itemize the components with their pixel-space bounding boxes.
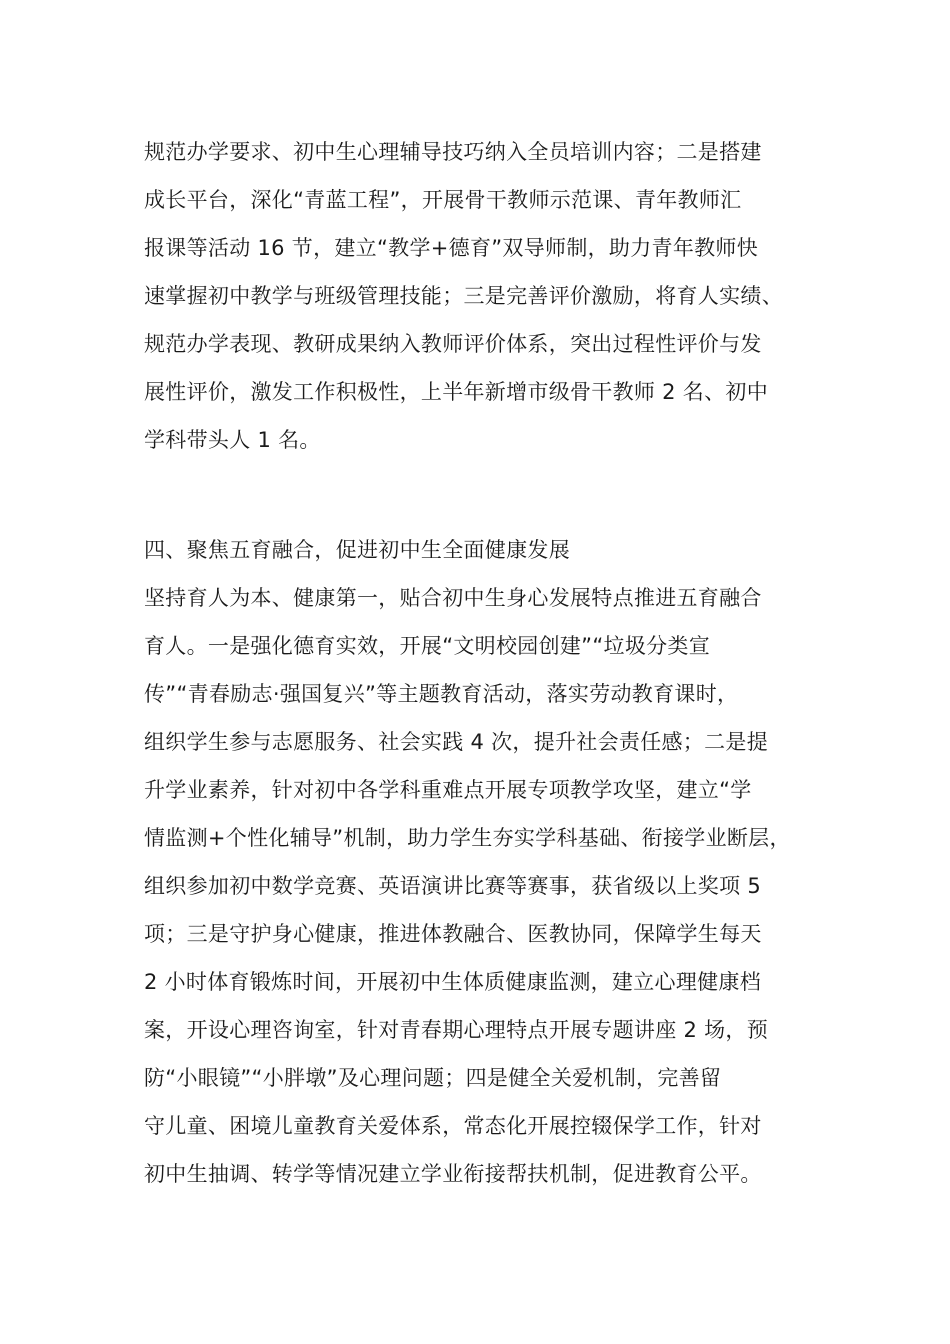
paragraph-line: 升学业素养，针对初中各学科重难点开展专项教学攻坚，建立“学: [144, 778, 752, 802]
paragraph-line: 守儿童、困境儿童教育关爱体系，常态化开展控辍保学工作，针对: [144, 1114, 762, 1138]
paragraph-line: 规范办学表现、教研成果纳入教师评价体系，突出过程性评价与发: [144, 332, 762, 356]
paragraph-line: 规范办学要求、初中生心理辅导技巧纳入全员培训内容；二是搭建: [144, 140, 762, 164]
paragraph-line: 速掌握初中教学与班级管理技能；三是完善评价激励，将育人实绩、: [144, 284, 783, 308]
section-heading: 四、聚焦五育融合，促进初中生全面健康发展: [144, 538, 570, 562]
paragraph-line: 组织学生参与志愿服务、社会实践 4 次，提升社会责任感；二是提: [144, 730, 769, 754]
paragraph-line: 展性评价，激发工作积极性，上半年新增市级骨干教师 2 名、初中: [144, 380, 769, 404]
paragraph-line: 防“小眼镜”“小胖墩”及心理问题；四是健全关爱机制，完善留: [144, 1066, 722, 1090]
paragraph-line: 传”“青春励志·强国复兴”等主题教育活动，落实劳动教育课时，: [144, 682, 739, 706]
paragraph-line: 坚持育人为本、健康第一，贴合初中生身心发展特点推进五育融合: [144, 586, 762, 610]
paragraph-line: 报课等活动 16 节，建立“教学+德育”双导师制，助力青年教师快: [144, 236, 759, 260]
paragraph-line: 组织参加初中数学竞赛、英语演讲比赛等赛事，获省级以上奖项 5: [144, 874, 762, 898]
paragraph-line: 初中生抽调、转学等情况建立学业衔接帮扶机制，促进教育公平。: [144, 1162, 762, 1186]
paragraph-line: 案，开设心理咨询室，针对青春期心理特点开展专题讲座 2 场，预: [144, 1018, 769, 1042]
paragraph-line: 学科带头人 1 名。: [144, 428, 321, 452]
paragraph-line: 情监测+个性化辅导”机制，助力学生夯实学科基础、衔接学业断层，: [144, 826, 791, 850]
paragraph-line: 成长平台，深化“青蓝工程”，开展骨干教师示范课、青年教师汇: [144, 188, 742, 212]
paragraph-line: 项；三是守护身心健康，推进体教融合、医教协同，保障学生每天: [144, 922, 762, 946]
paragraph-line: 2 小时体育锻炼时间，开展初中生体质健康监测，建立心理健康档: [144, 970, 762, 994]
paragraph-line: 育人。一是强化德育实效，开展“文明校园创建”“垃圾分类宣: [144, 634, 711, 658]
